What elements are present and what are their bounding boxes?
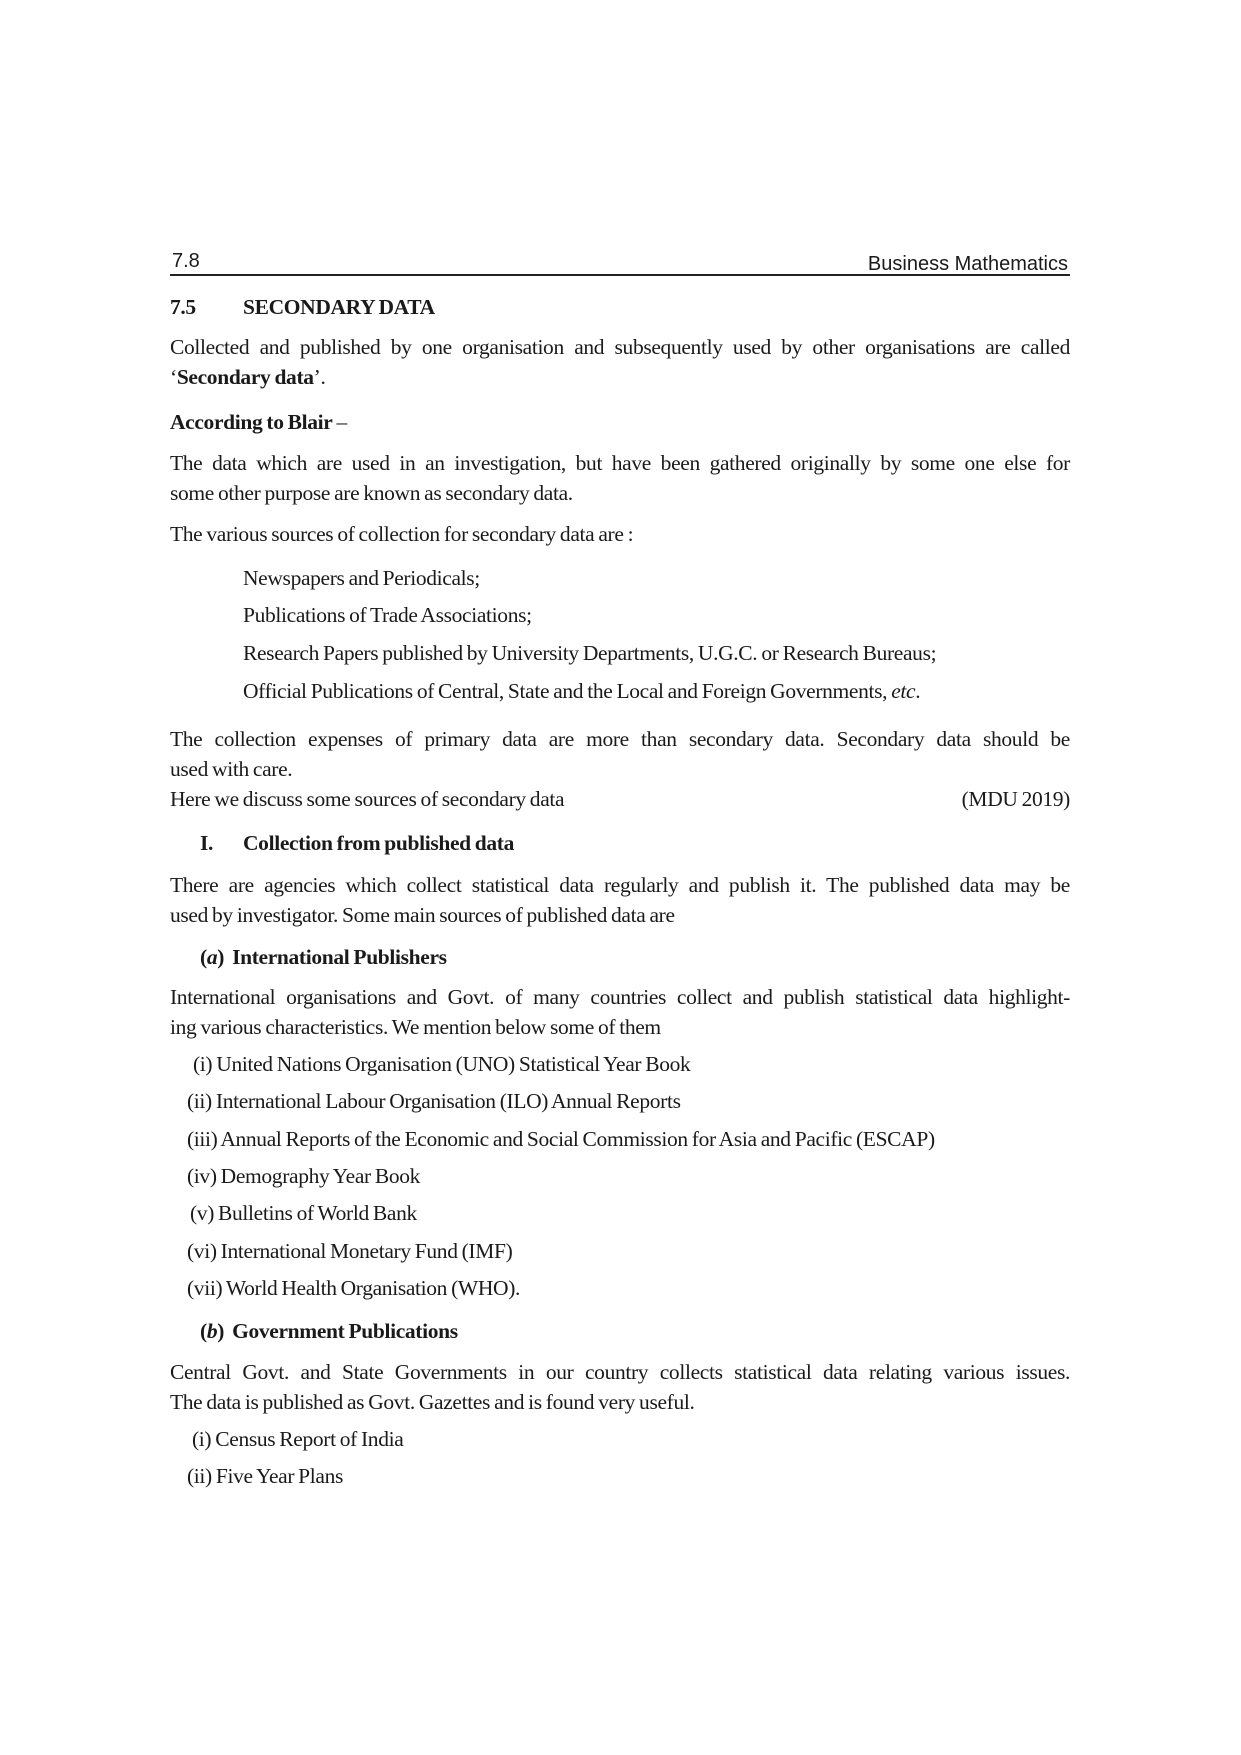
label-open: ( (200, 1319, 207, 1343)
label-letter: a (206, 945, 218, 969)
list-item: (v) Bulletins of World Bank (190, 1201, 417, 1225)
source-item (243, 679, 920, 704)
running-header (170, 250, 1070, 276)
intro-line-2 (170, 365, 326, 390)
subsection-a-title: International Publishers (232, 945, 447, 969)
expenses-line-2: used with care. (170, 757, 293, 781)
sub-b-line-1: Central Govt. and State Governments in our country collects statistical data relating various issues. (170, 1360, 1070, 1384)
subsection-b-title: Government Publications (232, 1319, 458, 1343)
list-item: (vi) International Monetary Fund (IMF) (187, 1239, 513, 1263)
blair-heading-text: According to Blair (170, 410, 333, 434)
section-heading (170, 295, 435, 320)
part1-line-2: used by investigator. Some main sources of published data are (170, 903, 675, 927)
source-item-end: . (915, 679, 921, 703)
section-number: 7.5 (170, 295, 196, 319)
label-open: ( (200, 945, 207, 969)
list-item: (vii) World Health Organisation (WHO). (187, 1276, 521, 1300)
list-item: (iv) Demography Year Book (187, 1164, 421, 1188)
source-item: Research Papers published by University Departments, U.G.C. or Research Bureaus; (243, 641, 937, 665)
expenses-line-1: The collection expenses of primary data are more than secondary data. Secondary data should be (170, 727, 1070, 751)
source-item: Newspapers and Periodicals; (243, 566, 480, 590)
page-number: 7.8 (172, 250, 200, 272)
blair-heading (170, 410, 347, 435)
intro-line-1: Collected and published by one organisation and subsequently used by other organisations are called (170, 335, 1070, 359)
book-title: Business Mathematics (867, 253, 1068, 275)
expenses-line-3 (170, 787, 1070, 812)
section-title: SECONDARY DATA (243, 295, 435, 319)
list-item: (i) United Nations Organisation (UNO) Statistical Year Book (193, 1052, 691, 1076)
sub-a-line-1: International organisations and Govt. of many countries collect and publish statistical data highlight- (170, 985, 1070, 1009)
sub-b-line-2: The data is published as Govt. Gazettes and is found very useful. (170, 1390, 695, 1414)
part-numeral: I. (200, 831, 214, 855)
label-letter: b (206, 1319, 218, 1343)
label-close: ) (217, 945, 225, 969)
discussion-text: Here we discuss some sources of secondary data (170, 787, 565, 811)
sources-intro: The various sources of collection for secondary data are : (170, 522, 634, 546)
list-item: (ii) International Labour Organisation (ILO) Annual Reports (187, 1089, 681, 1113)
quote-open: ‘ (170, 365, 177, 389)
subsection-b-heading (200, 1319, 458, 1344)
blair-line-1: The data which are used in an investigation, but have been gathered originally by some one else for (170, 451, 1070, 475)
quote-close: ’. (313, 365, 326, 389)
exam-reference: (MDU 2019) (961, 787, 1070, 811)
list-item: (ii) Five Year Plans (187, 1464, 344, 1488)
part1-line-1: There are agencies which collect statistical data regularly and publish it. The published data may be (170, 873, 1070, 897)
etc-text: etc (891, 679, 916, 703)
subsection-a-heading (200, 945, 447, 970)
label-close: ) (217, 1319, 225, 1343)
source-item: Publications of Trade Associations; (243, 603, 532, 627)
source-item-text: Official Publications of Central, State and the Local and Foreign Governments, (243, 679, 892, 703)
secondary-data-term: Secondary data (176, 365, 314, 389)
sub-a-line-2: ing various characteristics. We mention below some of them (170, 1015, 661, 1039)
blair-line-2: some other purpose are known as secondary data. (170, 481, 573, 505)
list-item: (iii) Annual Reports of the Economic and Social Commission for Asia and Pacific (ESCAP) (187, 1127, 935, 1151)
header-rule (170, 274, 1070, 276)
list-item: (i) Census Report of India (192, 1427, 404, 1451)
blair-dash: – (332, 410, 347, 434)
part-title: Collection from published data (243, 831, 515, 855)
